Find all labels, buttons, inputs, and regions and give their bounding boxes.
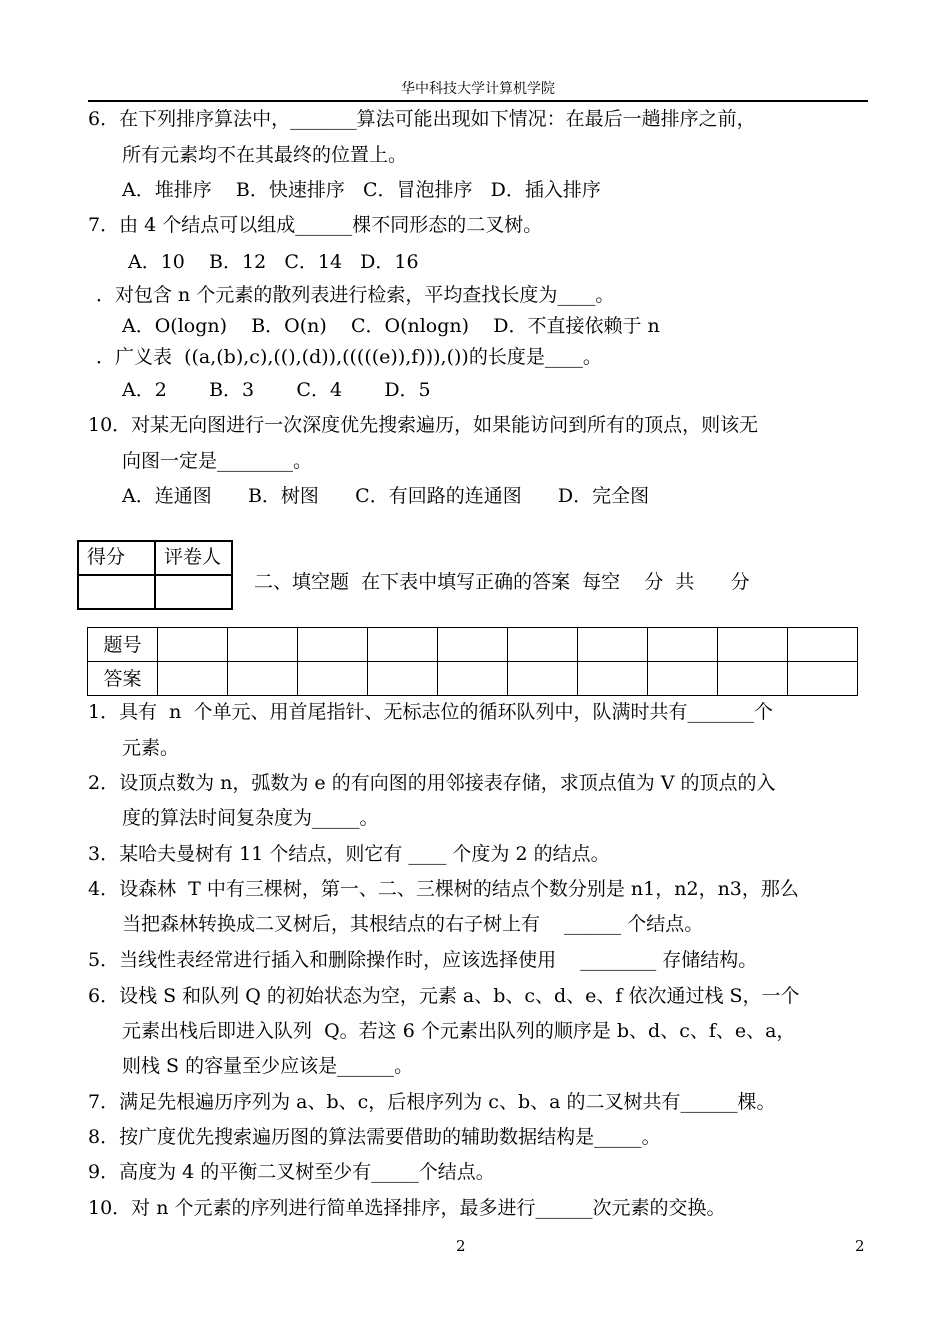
table-cell bbox=[298, 628, 368, 662]
answer-table bbox=[87, 627, 858, 696]
question-9-options: A．2 B．3 C．4 D．5 bbox=[122, 379, 431, 401]
table-cell bbox=[718, 628, 788, 662]
question-number-row bbox=[88, 628, 858, 662]
fill-question-1-line-2: 元素。 bbox=[122, 737, 180, 759]
grader-label: 评卷人 bbox=[155, 541, 232, 575]
fill-question-10: 10．对 n 个元素的序列进行简单选择排序，最多进行______次元素的交换。 bbox=[88, 1197, 726, 1219]
answer-row bbox=[88, 662, 858, 696]
question-10-options: A．连通图 B．树图 C．有回路的连通图 D．完全图 bbox=[122, 485, 650, 507]
question-6-line-1: 6．在下列排序算法中，_______算法可能出现如下情况：在最后一趟排序之前， bbox=[88, 108, 756, 130]
page-number-right: 2 bbox=[855, 1237, 865, 1255]
answer-cell[interactable] bbox=[158, 662, 228, 696]
answer-cell[interactable] bbox=[578, 662, 648, 696]
fill-question-9: 9．高度为 4 的平衡二叉树至少有_____个结点。 bbox=[88, 1161, 495, 1183]
question-8-options: A．O(logn) B．O(n) C．O(nlogn) D．不直接依赖于 n bbox=[122, 315, 660, 337]
row-label-number: 题号 bbox=[88, 628, 158, 662]
table-cell bbox=[508, 628, 578, 662]
fill-question-2-line-1: 2．设顶点数为 n，弧数为 e 的有向图的用邻接表存储，求顶点值为 V 的顶点的入 bbox=[88, 772, 776, 794]
page-number-center: 2 bbox=[456, 1237, 466, 1255]
page-header: 华中科技大学计算机学院 bbox=[401, 81, 555, 97]
answer-cell[interactable] bbox=[648, 662, 718, 696]
table-cell bbox=[368, 628, 438, 662]
row-label-answer: 答案 bbox=[88, 662, 158, 696]
score-cell[interactable] bbox=[78, 575, 155, 609]
question-10-line-1: 10．对某无向图进行一次深度优先搜索遍历，如果能访问到所有的顶点，则该无 bbox=[88, 414, 759, 436]
fill-question-4-line-2: 当把森林转换成二叉树后，其根结点的右子树上有 ______ 个结点。 bbox=[122, 913, 704, 935]
answer-cell[interactable] bbox=[438, 662, 508, 696]
answer-cell[interactable] bbox=[508, 662, 578, 696]
question-6-options: A．堆排序 B．快速排序 C．冒泡排序 D．插入排序 bbox=[122, 179, 601, 201]
fill-question-2-line-2: 度的算法时间复杂度为_____。 bbox=[122, 807, 379, 829]
table-cell bbox=[788, 628, 858, 662]
answer-cell[interactable] bbox=[298, 662, 368, 696]
fill-question-8: 8．按广度优先搜索遍历图的算法需要借助的辅助数据结构是_____。 bbox=[88, 1126, 661, 1148]
question-9: ．广义表 ((a,(b),c),((),(d)),(((((e)),f))),())的长度是____。 bbox=[96, 346, 602, 368]
answer-cell[interactable] bbox=[718, 662, 788, 696]
question-10-line-2: 向图一定是________。 bbox=[122, 450, 313, 472]
answer-cell[interactable] bbox=[228, 662, 298, 696]
table-cell bbox=[578, 628, 648, 662]
question-8: ．对包含 n 个元素的散列表进行检索，平均查找长度为____。 bbox=[96, 284, 615, 306]
table-cell bbox=[648, 628, 718, 662]
fill-question-6-line-2: 元素出栈后即进入队列 Q。若这 6 个元素出队列的顺序是 b、d、c、f、e、a， bbox=[122, 1020, 796, 1042]
fill-question-4-line-1: 4．设森林 T 中有三棵树，第一、二、三棵树的结点个数分别是 n1，n2，n3，那么 bbox=[88, 878, 799, 900]
header-rule bbox=[88, 100, 868, 102]
question-6-line-2: 所有元素均不在其最终的位置上。 bbox=[122, 144, 408, 166]
question-7-options: A．10 B．12 C．14 D．16 bbox=[128, 251, 419, 273]
table-cell bbox=[158, 628, 228, 662]
fill-question-6-line-3: 则栈 S 的容量至少应该是______。 bbox=[122, 1055, 414, 1077]
table-cell bbox=[438, 628, 508, 662]
fill-question-6-line-1: 6．设栈 S 和队列 Q 的初始状态为空，元素 a、b、c、d、e、f 依次通过栈 S，一个 bbox=[88, 985, 800, 1007]
fill-question-3: 3．某哈夫曼树有 11 个结点，则它有 ____ 个度为 2 的结点。 bbox=[88, 843, 610, 865]
answer-cell[interactable] bbox=[788, 662, 858, 696]
answer-cell[interactable] bbox=[368, 662, 438, 696]
score-label: 得分 bbox=[78, 541, 155, 575]
grader-cell[interactable] bbox=[155, 575, 232, 609]
score-box bbox=[77, 540, 233, 610]
fill-question-7: 7．满足先根遍历序列为 a、b、c，后根序列为 c、b、a 的二叉树共有______棵。 bbox=[88, 1091, 776, 1113]
fill-question-1-line-1: 1．具有 n 个单元、用首尾指针、无标志位的循环队列中，队满时共有_______个 bbox=[88, 701, 773, 723]
question-7: 7．由 4 个结点可以组成______棵不同形态的二叉树。 bbox=[88, 214, 543, 236]
fill-question-5: 5．当线性表经常进行插入和删除操作时，应该选择使用 ________ 存储结构。 bbox=[88, 949, 758, 971]
section-2-title: 二、填空题 在下表中填写正确的答案 每空 分 共 分 bbox=[254, 571, 750, 593]
table-cell bbox=[228, 628, 298, 662]
